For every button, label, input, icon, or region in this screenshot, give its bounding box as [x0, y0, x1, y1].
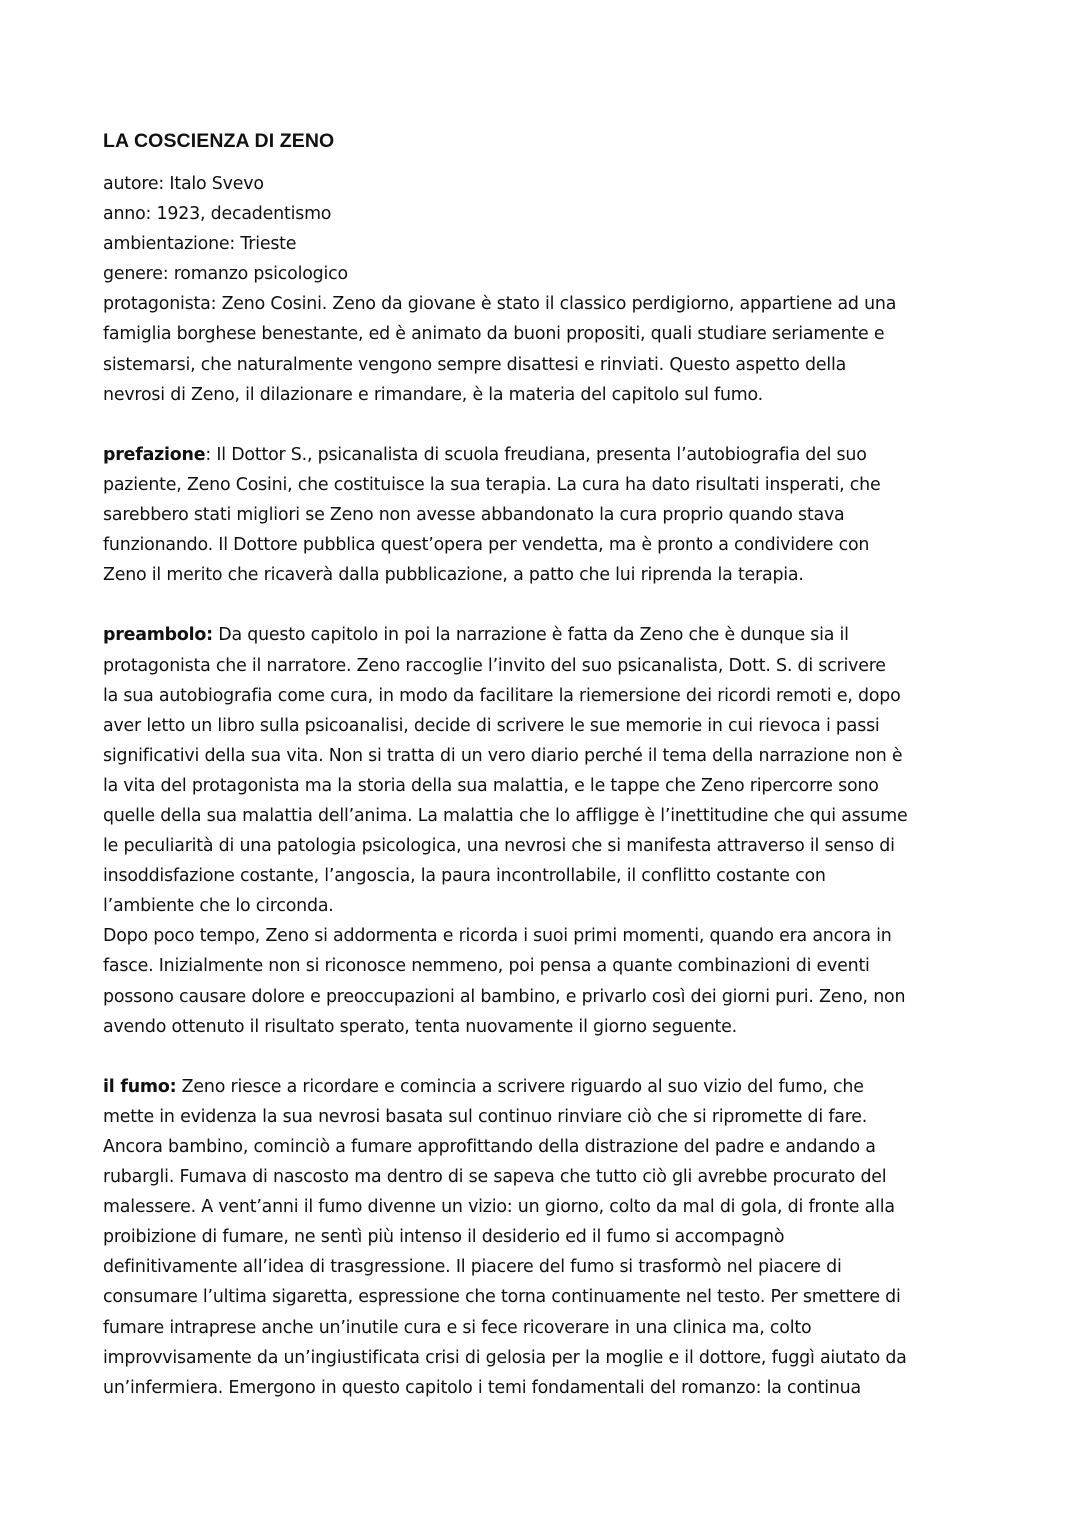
text-line: la sua autobiografia come cura, in modo da facilitare la riemersione dei ricordi remoti e, dopo — [103, 685, 901, 706]
text-line — [103, 1072, 1003, 1102]
text-line: avendo ottenuto il risultato sperato, tenta nuovamente il giorno seguente. — [103, 1016, 737, 1037]
text-line: un’infermiera. Emergono in questo capitolo i temi fondamentali del romanzo: la continua — [103, 1377, 861, 1398]
text-line: protagonista: Zeno Cosini. Zeno da giovane è stato il classico perdigiorno, appartiene ad una — [103, 294, 897, 315]
text-line: definitivamente all’idea di trasgressione. Il piacere del fumo si trasformò nel piacere di — [103, 1257, 842, 1278]
document-body — [103, 169, 1003, 1403]
paragraph-protagonista — [103, 289, 1003, 409]
section-label-fumo: il fumo: — [103, 1076, 177, 1097]
text-line: funzionando. Il Dottore pubblica quest’opera per vendetta, ma è pronto a condividere con — [103, 535, 870, 556]
text-line: aver letto un libro sulla psicoanalisi, decide di scrivere le sue memorie in cui rievoca i passi — [103, 715, 880, 736]
text-line: famiglia borghese benestante, ed è animato da buoni propositi, quali studiare seriamente e — [103, 324, 885, 345]
text-line: possono causare dolore e preoccupazioni al bambino, e privarlo così dei giorni puri. Zeno, non — [103, 986, 906, 1007]
text-line: insoddisfazione costante, l’angoscia, la paura incontrollabile, il conflitto costante con — [103, 866, 826, 887]
paragraph-fumo — [103, 1072, 1003, 1403]
text-line: consumare l’ultima sigaretta, espressione che torna continuamente nel testo. Per smettere di — [103, 1287, 901, 1308]
text-line — [103, 620, 1003, 650]
text-line: Dopo poco tempo, Zeno si addormenta e ricorda i suoi primi momenti, quando era ancora in — [103, 926, 892, 947]
info-ambientazione: ambientazione: Trieste — [103, 234, 297, 255]
text-line: le peculiarità di una patologia psicologica, una nevrosi che si manifesta attraverso il senso di — [103, 836, 895, 857]
paragraph-prefazione — [103, 440, 1003, 590]
text-line: proibizione di fumare, ne sentì più intenso il desiderio ed il fumo si accompagnò — [103, 1227, 785, 1248]
text-line: nevrosi di Zeno, il dilazionare e rimandare, è la materia del capitolo sul fumo. — [103, 384, 764, 405]
paragraph-spacer — [103, 410, 1003, 440]
text-line: malessere. A vent’anni il fumo divenne un vizio: un giorno, colto da mal di gola, di fronte alla — [103, 1197, 895, 1218]
text-line — [103, 440, 1003, 470]
text-run: Zeno riesce a ricordare e comincia a scrivere riguardo al suo vizio del fumo, che — [176, 1076, 864, 1097]
text-line: improvvisamente da un’ingiustificata crisi di gelosia per la moglie e il dottore, fuggì aiutato da — [103, 1347, 907, 1368]
text-line: sistemarsi, che naturalmente vengono sempre disattesi e rinviati. Questo aspetto della — [103, 354, 847, 375]
text-line: l’ambiente che lo circonda. — [103, 896, 334, 917]
paragraph-spacer — [103, 1042, 1003, 1072]
section-label-preambolo: preambolo: — [103, 625, 213, 646]
text-line: quelle della sua malattia dell’anima. La malattia che lo affligge è l’inettitudine che qui assume — [103, 805, 908, 826]
text-line: Zeno il merito che ricaverà dalla pubblicazione, a patto che lui riprenda la terapia. — [103, 565, 804, 586]
text-line: mette in evidenza la sua nevrosi basata sul continuo rinviare ciò che si ripromette di fare. — [103, 1106, 868, 1127]
info-autore: autore: Italo Svevo — [103, 174, 264, 194]
text-line: significativi della sua vita. Non si tratta di un vero diario perché il tema della narrazione non è — [103, 745, 903, 766]
info-anno: anno: 1923, decadentismo — [103, 204, 332, 225]
text-line: rubargli. Fumava di nascosto ma dentro di se sapeva che tutto ciò gli avrebbe procurato del — [103, 1167, 887, 1188]
text-line: la vita del protagonista ma la storia della sua malattia, e le tappe che Zeno ripercorre sono — [103, 775, 879, 796]
paragraph-preambolo — [103, 620, 1003, 1041]
text-line: fumare intraprese anche un’inutile cura e si fece ricoverare in una clinica ma, colto — [103, 1317, 812, 1338]
section-label-prefazione: prefazione — [103, 444, 206, 465]
text-line: sarebbero stati migliori se Zeno non avesse abbandonato la cura proprio quando stava — [103, 505, 845, 526]
text-line: protagonista che il narratore. Zeno raccoglie l’invito del suo psicanalista, Dott. S. di scrivere — [103, 655, 886, 676]
text-run: : Il Dottor S., psicanalista di scuola freudiana, presenta l’autobiografia del suo — [205, 444, 867, 465]
text-line: paziente, Zeno Cosini, che costituisce la sua terapia. La cura ha dato risultati insperati, che — [103, 474, 881, 495]
text-run: Da questo capitolo in poi la narrazione è fatta da Zeno che è dunque sia il — [212, 625, 849, 646]
text-line: fasce. Inizialmente non si riconosce nemmeno, poi pensa a quante combinazioni di eventi — [103, 956, 870, 977]
paragraph-spacer — [103, 590, 1003, 620]
document-title: LA COSCIENZA DI ZENO — [103, 130, 335, 152]
text-line: Ancora bambino, cominciò a fumare approfittando della distrazione del padre e andando a — [103, 1137, 876, 1157]
info-genere: genere: romanzo psicologico — [103, 264, 348, 285]
